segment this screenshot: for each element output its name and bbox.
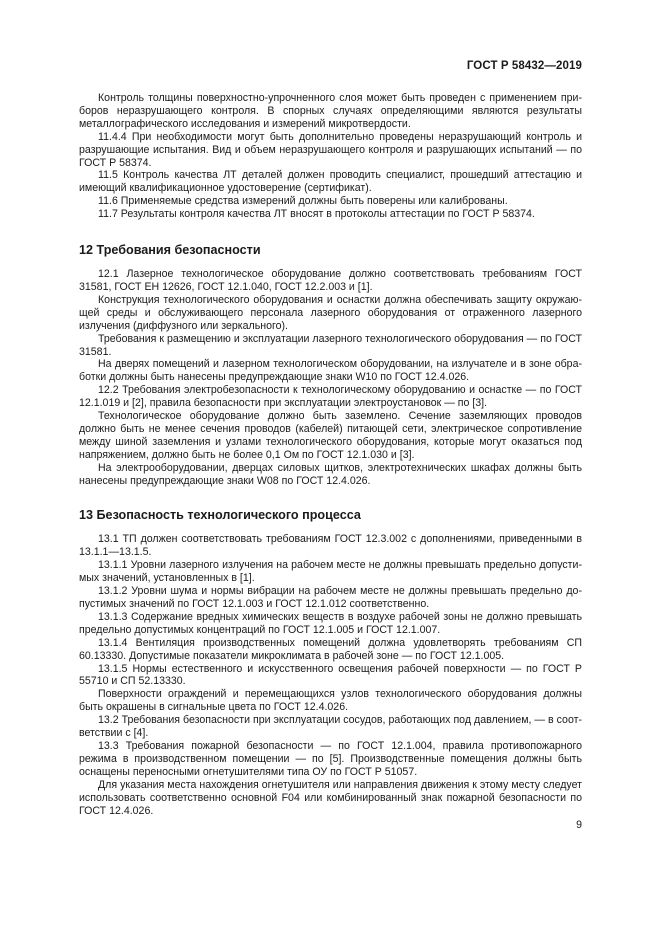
clause-12-1: 12.1 Лазерное технологическое оборудование должно соответствовать требованиям ГОСТ 31581, ГОСТ ЕН 12626, ГОСТ 12.1.040, ГОСТ 12.2.003 и [1].: [79, 268, 582, 293]
document-code-header: ГОСТ Р 58432—2019: [466, 60, 582, 72]
clause-11-6: 11.6 Применяемые средства измерений должны быть поверены или калиброваны.: [98, 195, 508, 208]
section-12-paragraph: Конструкция технологического оборудования и оснастки должна обеспечивать защиту окружающей среды и обслуживающего персонала лазерного оборудования от отраженного лазерного излучения (диффузного или зеркального).: [79, 293, 582, 332]
document-body: [79, 92, 582, 817]
clause-13-1-5: 13.1.5 Нормы естественного и искусственного освещения рабочей поверхности — по ГОСТ Р 55710 и СП 52.13330.: [79, 662, 582, 688]
clause-13-3: 13.3 Требования пожарной безопасности — по ГОСТ 12.1.004, правила противопожарного режима в производственном помещении — по [5]. Производственные помещения должны быть оснащены переносными огнетушителями типа ОУ по ГОСТ Р 51057.: [79, 739, 582, 778]
section-12-paragraph: На дверях помещений и лазерном технологическом оборудовании, на излучателе и в зоне обработки должны быть нанесены предупреждающие знаки W10 по ГОСТ 12.4.026.: [79, 358, 582, 384]
section-12-heading: 12 Требования безопасности: [79, 243, 261, 258]
clause-13-1-4: 13.1.4 Вентиляция производственных помещений должна удовлетворять требованиям СП 60.13330. Допустимые показатели микроклимата в рабочей зоне — по ГОСТ 12.1.005.: [79, 636, 582, 662]
intro-paragraph: Контроль толщины поверхностно-упрочненного слоя может быть проведен с применением приборов неразрушающего контроля. В спорных случаях определяющими являются результаты металлографического исследования и измерений микротвердости.: [79, 92, 582, 130]
page-number: 9: [576, 819, 582, 831]
section-13-paragraph: Для указания места нахождения огнетушителя или направления движения к этому месту следует использовать соответственно основной F04 или комбинированный знак пожарной безопасности по ГОСТ 12.4.026.: [79, 778, 582, 817]
section-12-paragraph: Требования к размещению и эксплуатации лазерного технологического оборудования — по ГОСТ 31581.: [79, 332, 582, 358]
section-12-paragraph: Технологическое оборудование должно быть заземлено. Сечение заземляющих проводов должно быть не менее сечения проводов (кабелей) питающей сети, электрическое сопротивление между шиной заземления и узлами технологического оборудования, которые могут оказаться под напряжением, должно быть не более 0,1 Ом по ГОСТ 12.1.030 и [3].: [79, 410, 582, 461]
clause-11-4-4: 11.4.4 При необходимости могут быть дополнительно проведены неразрушающий контроль и разрушающие испытания. Вид и объем неразрушающего контроля и разрушающих испытаний — по ГОСТ Р 58374.: [79, 130, 582, 169]
section-12-paragraph: На электрооборудовании, дверцах силовых щитков, электротехнических шкафах должны быть нанесены предупреждающие знаки W08 по ГОСТ 12.4.026.: [79, 461, 582, 487]
clause-12-2: 12.2 Требования электробезопасности к технологическому оборудованию и оснастке — по ГОСТ 12.1.019 и [2], правила безопасности при эксплуатации электроустановок — по [3].: [79, 384, 582, 410]
section-13-heading: 13 Безопасность технологического процесса: [79, 508, 361, 523]
clause-11-5: 11.5 Контроль качества ЛТ деталей должен проводить специалист, прошедший аттестацию и имеющий квалификационное удостоверение (сертификат).: [79, 169, 582, 195]
clause-13-1-2: 13.1.2 Уровни шума и нормы вибрации на рабочем месте не должны превышать предельно допустимых значений по ГОСТ 12.1.003 и ГОСТ 12.1.012 соответственно.: [79, 585, 582, 610]
section-13-paragraph: Поверхности ограждений и перемещающихся узлов технологического оборудования должны быть окрашены в сигнальные цвета по ГОСТ 12.4.026.: [79, 688, 582, 714]
clause-11-7: 11.7 Результаты контроля качества ЛТ вносят в протоколы аттестации по ГОСТ Р 58374.: [98, 208, 535, 221]
clause-13-1-1: 13.1.1 Уровни лазерного излучения на рабочем месте не должны превышать предельно допустимых значений, установленных в [1].: [79, 559, 582, 585]
clause-13-2: 13.2 Требования безопасности при эксплуатации сосудов, работающих под давлением, — в соответствии с [4].: [79, 714, 582, 740]
clause-13-1-3: 13.1.3 Содержание вредных химических веществ в воздухе рабочей зоны не должно превышать предельно допустимых концентраций по ГОСТ 12.1.005 и ГОСТ 12.1.007.: [79, 610, 582, 636]
clause-13-1: 13.1 ТП должен соответствовать требованиям ГОСТ 12.3.002 с дополнениями, приведенными в 13.1.1—13.1.5.: [79, 533, 582, 559]
